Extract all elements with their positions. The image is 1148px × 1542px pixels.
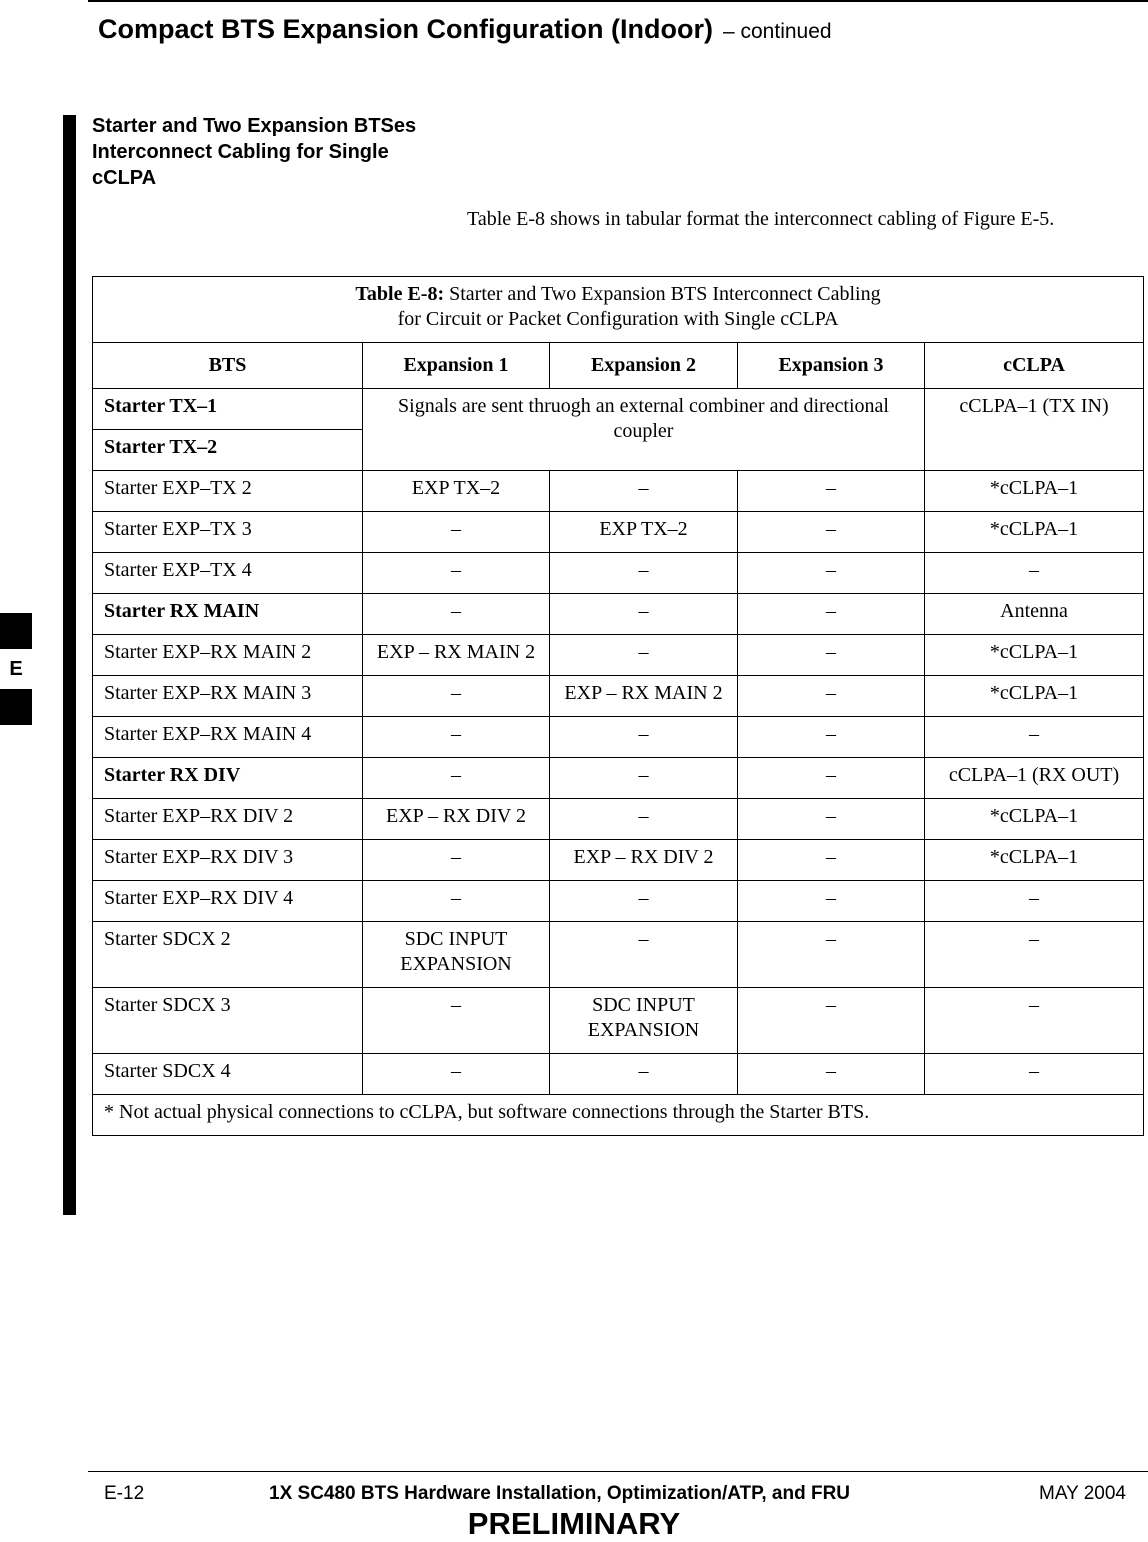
intro-paragraph: Table E-8 shows in tabular format the interconnect cabling of Figure E-5. [467,208,1055,230]
bts-cell: Starter TX–1 [93,389,363,430]
table-row [93,512,1144,553]
expansion-3-cell: – [738,471,925,512]
expansion-2-cell: SDC INPUT EXPANSION [550,988,738,1054]
expansion-2-cell: – [550,635,738,676]
table-caption-row [93,277,1144,343]
bts-cell: Starter EXP–TX 2 [93,471,363,512]
expansion-1-cell: – [363,512,550,553]
expansion-1-cell: EXP – RX DIV 2 [363,799,550,840]
section-tab-letter: E [9,657,23,680]
expansion-1-cell: – [363,717,550,758]
bts-cell: Starter SDCX 3 [93,988,363,1054]
section-heading: Starter and Two Expansion BTSes Interconnect Cabling for Single cCLPA [92,115,417,189]
header-continued: – continued [722,20,832,43]
bts-cell: Starter SDCX 4 [93,1054,363,1095]
table-row [93,758,1144,799]
expansion-3-cell: – [738,635,925,676]
publication-date: MAY 2004 [1039,1483,1126,1504]
table-row [93,840,1144,881]
header-title: Compact BTS Expansion Configuration (Indoor) [98,14,713,44]
table-footnote: * Not actual physical connections to cCLPA, but software connections through the Starter BTS. [93,1095,1144,1136]
cclpa-cell: cCLPA–1 (TX IN) [925,389,1144,471]
bts-cell: Starter RX MAIN [93,594,363,635]
expansion-3-cell: – [738,988,925,1054]
section-tab-marker-top [0,613,32,649]
table-caption-label: Table E-8: [355,283,445,305]
expansion-3-cell: – [738,676,925,717]
expansion-1-cell: EXP – RX MAIN 2 [363,635,550,676]
column-header-expansion-1: Expansion 1 [363,343,550,389]
expansion-2-cell: – [550,881,738,922]
expansion-2-cell: – [550,922,738,988]
cclpa-cell: – [925,922,1144,988]
bts-cell: Starter SDCX 2 [93,922,363,988]
expansion-2-cell: – [550,1054,738,1095]
table-row [93,553,1144,594]
expansion-1-cell: – [363,553,550,594]
cclpa-cell: – [925,881,1144,922]
table-row [93,1054,1144,1095]
table-row [93,676,1144,717]
expansion-3-cell: – [738,922,925,988]
expansion-3-cell: – [738,717,925,758]
bts-cell: Starter EXP–RX MAIN 2 [93,635,363,676]
bts-cell: Starter EXP–TX 4 [93,553,363,594]
table-caption-line2: for Circuit or Packet Configuration with Single cCLPA [397,308,839,330]
table-row [93,988,1144,1054]
change-bar [63,115,76,1215]
expansion-3-cell: – [738,881,925,922]
document-title: 1X SC480 BTS Hardware Installation, Optimization/ATP, and FRU [269,1483,851,1504]
expansion-2-cell: – [550,799,738,840]
table-row [93,717,1144,758]
table-row [93,881,1144,922]
bts-cell: Starter TX–2 [93,430,363,471]
expansion-1-cell: – [363,1054,550,1095]
expansion-2-cell: – [550,471,738,512]
table-header-row [93,343,1144,389]
page-number: E-12 [104,1483,145,1504]
table-row [93,799,1144,840]
table-row [93,389,1144,430]
expansion-2-cell: – [550,758,738,799]
column-header-bts: BTS [93,343,363,389]
cclpa-cell: – [925,1054,1144,1095]
expansion-1-cell: – [363,840,550,881]
cclpa-cell: *cCLPA–1 [925,676,1144,717]
expansion-1-cell: SDC INPUT EXPANSION [363,922,550,988]
table-row [93,635,1144,676]
footer-rule [88,1471,1148,1472]
bts-cell: Starter EXP–RX MAIN 4 [93,717,363,758]
cclpa-cell: Antenna [925,594,1144,635]
expansion-3-cell: – [738,840,925,881]
cclpa-cell: *cCLPA–1 [925,512,1144,553]
column-header-expansion-2: Expansion 2 [550,343,738,389]
expansion-1-cell: EXP TX–2 [363,471,550,512]
expansion-1-cell: – [363,594,550,635]
expansion-2-cell: EXP TX–2 [550,512,738,553]
bts-cell: Starter EXP–TX 3 [93,512,363,553]
column-header-cclpa: cCLPA [925,343,1144,389]
table-caption-line1: Starter and Two Expansion BTS Interconnect Cabling [449,283,881,305]
expansion-3-cell: – [738,553,925,594]
table-caption [93,277,1144,343]
cclpa-cell: *cCLPA–1 [925,471,1144,512]
expansion-1-cell: – [363,988,550,1054]
cclpa-cell: *cCLPA–1 [925,840,1144,881]
table-row [93,471,1144,512]
column-header-expansion-3: Expansion 3 [738,343,925,389]
cclpa-cell: – [925,553,1144,594]
cclpa-cell: *cCLPA–1 [925,635,1144,676]
table-row [93,922,1144,988]
bts-cell: Starter EXP–RX DIV 2 [93,799,363,840]
cabling-table [92,276,1144,1136]
preliminary-label: PRELIMINARY [467,1506,681,1541]
table-row [93,594,1144,635]
expansion-3-cell: – [738,758,925,799]
table-body [93,471,1144,1095]
expansion-1-cell: – [363,676,550,717]
bts-cell: Starter EXP–RX DIV 4 [93,881,363,922]
header-rule [88,0,1148,2]
table-footnote-row [93,1095,1144,1136]
combiner-note-cell: Signals are sent thruogh an external combiner and directional coupler [363,389,925,471]
bts-cell: Starter EXP–RX DIV 3 [93,840,363,881]
expansion-3-cell: – [738,512,925,553]
page-header [98,14,832,45]
section-tab-marker-bottom [0,689,32,725]
expansion-2-cell: EXP – RX MAIN 2 [550,676,738,717]
expansion-3-cell: – [738,594,925,635]
expansion-2-cell: – [550,717,738,758]
cclpa-cell: – [925,717,1144,758]
expansion-2-cell: – [550,553,738,594]
expansion-2-cell: EXP – RX DIV 2 [550,840,738,881]
cclpa-cell: *cCLPA–1 [925,799,1144,840]
expansion-3-cell: – [738,1054,925,1095]
expansion-3-cell: – [738,799,925,840]
expansion-1-cell: – [363,758,550,799]
cclpa-cell: cCLPA–1 (RX OUT) [925,758,1144,799]
expansion-2-cell: – [550,594,738,635]
bts-cell: Starter EXP–RX MAIN 3 [93,676,363,717]
expansion-1-cell: – [363,881,550,922]
cclpa-cell: – [925,988,1144,1054]
bts-cell: Starter RX DIV [93,758,363,799]
